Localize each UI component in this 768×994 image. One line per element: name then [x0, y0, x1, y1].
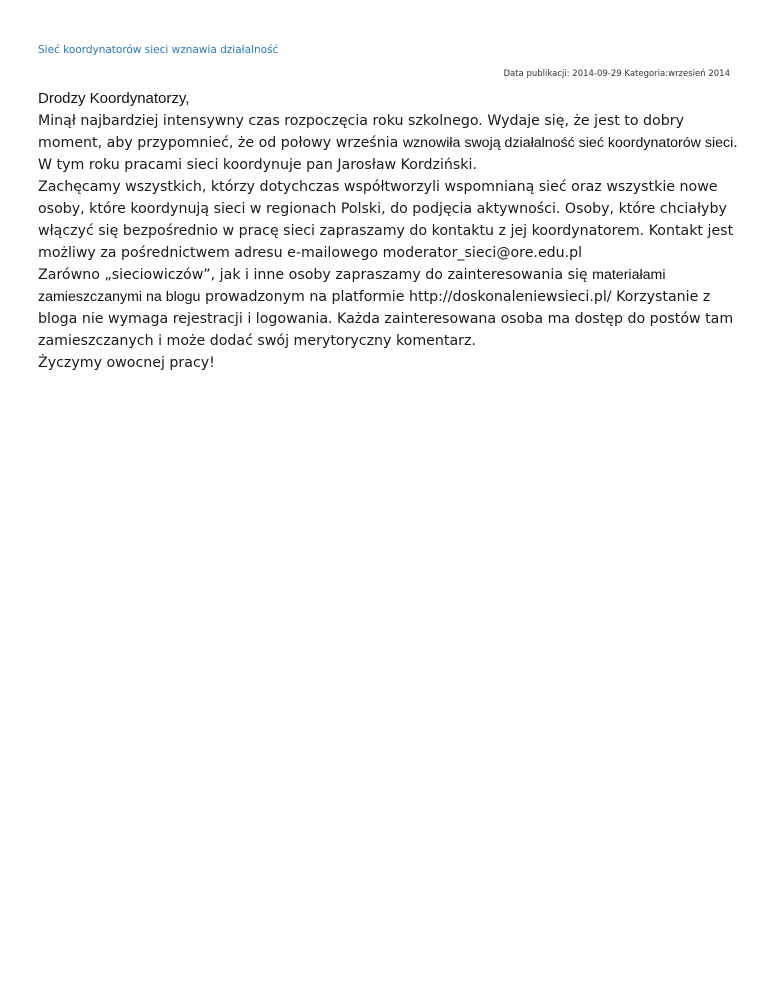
paragraph-intro-text-b: . W tym roku pracami sieci koordynuje pan Jarosław Kordziński.	[38, 135, 738, 173]
paragraph-intro-text-a: Minął najbardziej intensywny czas rozpoczęcia roku szkolnego. Wydaje się, że jest to dobry moment, aby przypomnieć, że od połowy września	[38, 113, 684, 151]
blog-materials-link[interactable]: materiałami zamieszczanymi na blogu	[38, 267, 666, 305]
article-greeting: Drodzy Koordynatorzy,	[38, 90, 190, 107]
paragraph-invitation: Zachęcamy wszystkich, którzy dotychczas współtworzyli wspomnianą sieć oraz wszystkie nowe osoby, które koordynują sieci w regionach Polski, do podjęcia aktywności. Osoby, które chciałyby włączyć się bezpośrednio w pracę sieci zapraszamy do kontaktu z jej koordynatorem. Kontakt jest możliwy za pośrednictwem adresu e-mailowego moderator_sieci@ore.edu.pl	[38, 179, 734, 261]
paragraph-closing: Życzymy owocnej pracy!	[38, 355, 215, 371]
paragraph-blog-text-a: Zarówno „sieciowiczów”, jak i inne osoby zapraszamy do zainteresowania się	[38, 267, 593, 283]
paragraph-blog	[38, 264, 738, 352]
network-resumed-link[interactable]: wznowiła swoją działalność sieć koordynatorów sieci	[402, 135, 734, 151]
page-title-link[interactable]: Sieć koordynatorów sieci wznawia działalność	[38, 44, 279, 56]
paragraph-blog-text-b: prowadzonym na platformie http://doskonaleniewsieci.pl/ Korzystanie z bloga nie wymaga rejestracji i logowania. Każda zainteresowana osoba ma dostęp do postów tam zamieszczanych i może dodać swój merytoryczny komentarz.	[38, 289, 734, 349]
publication-meta: Data publikacji: 2014-09-29 Kategoria:wrzesień 2014	[503, 69, 730, 79]
article-body	[38, 88, 738, 374]
paragraph-intro	[38, 110, 738, 176]
